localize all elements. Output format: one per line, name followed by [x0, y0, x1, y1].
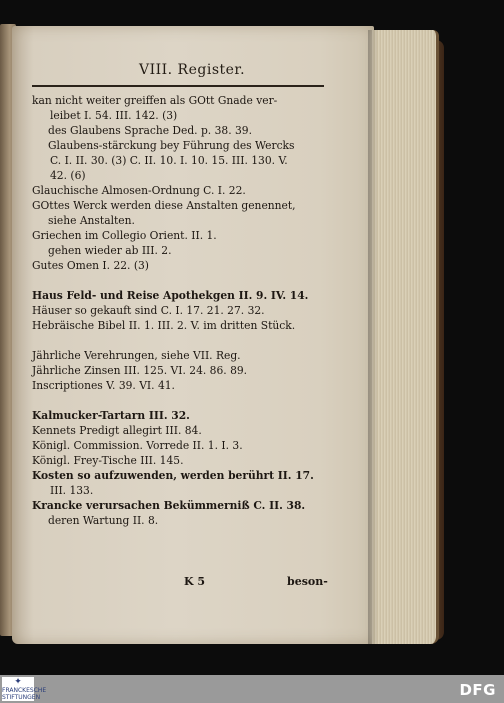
register-entry-line: leibet I. 54. III. 142. (3) — [50, 109, 178, 122]
register-entry-line: Haus Feld- und Reise Apothekgen II. 9. IV. 14. — [32, 289, 309, 302]
register-entry-line: Jährliche Zinsen III. 125. VI. 24. 86. 89. — [32, 364, 248, 377]
register-entry-line: Königl. Commission. Vorrede II. 1. I. 3. — [32, 439, 243, 452]
register-entry-line: Kalmucker-Tartarn III. 32. — [32, 409, 190, 422]
dfg-logo[interactable]: DFG — [459, 681, 496, 699]
register-entry-line: Krancke verursachen Bekümmerniß C. II. 38. — [32, 499, 306, 512]
register-entry-line: siehe Anstalten. — [48, 214, 135, 227]
francke-logo-text: FRANCKESCHE STIFTUNGEN — [2, 687, 47, 701]
register-entry-line: deren Wartung II. 8. — [48, 514, 159, 527]
register-entry-line: Glaubens-stärckung bey Führung des Wercks — [48, 139, 295, 152]
register-entry-line: GOttes Werck werden diese Anstalten genennet, — [32, 199, 296, 212]
catchword: beson- — [287, 575, 328, 588]
register-entry-line: Königl. Frey-Tische III. 145. — [32, 454, 184, 467]
page-shadow — [368, 30, 378, 644]
francke-foundation-logo[interactable] — [2, 677, 47, 701]
viewer-footer-bar — [0, 675, 504, 703]
crest-icon: ✦ — [14, 677, 22, 687]
running-header: VIII. Register. — [138, 62, 246, 78]
register-entry-line: III. 133. — [50, 484, 94, 497]
register-entry-line: kan nicht weiter greiffen als GOtt Gnade ver- — [32, 94, 278, 107]
register-entry-line: gehen wieder ab III. 2. — [48, 244, 172, 257]
register-entry-line: des Glaubens Sprache Ded. p. 38. 39. — [48, 124, 252, 137]
register-entry-line: Häuser so gekauft sind C. I. 17. 21. 27. 32. — [32, 304, 265, 317]
register-entry-line: Griechen im Collegio Orient. II. 1. — [32, 229, 217, 242]
register-entry-line: Kosten so aufzuwenden, werden berührt II. 17. — [32, 469, 314, 482]
register-entry-line: Hebräische Bibel II. 1. III. 2. V. im dritten Stück. — [32, 319, 296, 332]
page-fore-edge — [372, 30, 439, 644]
register-entry-line: Inscriptiones V. 39. VI. 41. — [32, 379, 175, 392]
signature-mark: K 5 — [184, 575, 206, 588]
register-entries — [32, 93, 332, 528]
register-entry-line: Kennets Predigt allegirt III. 84. — [32, 424, 202, 437]
header-rule — [32, 85, 324, 87]
register-entry-line: Glauchische Almosen-Ordnung C. I. 22. — [32, 184, 246, 197]
group-spacer — [32, 273, 332, 288]
group-spacer — [32, 333, 332, 348]
register-entry-line: C. I. II. 30. (3) C. II. 10. I. 10. 15. III. 130. V. — [50, 154, 288, 167]
register-entry-line: Gutes Omen I. 22. (3) — [32, 259, 149, 272]
register-entry-line: Jährliche Verehrungen, siehe VII. Reg. — [32, 349, 241, 362]
group-spacer — [32, 393, 332, 408]
register-entry-line: 42. (6) — [50, 169, 86, 182]
